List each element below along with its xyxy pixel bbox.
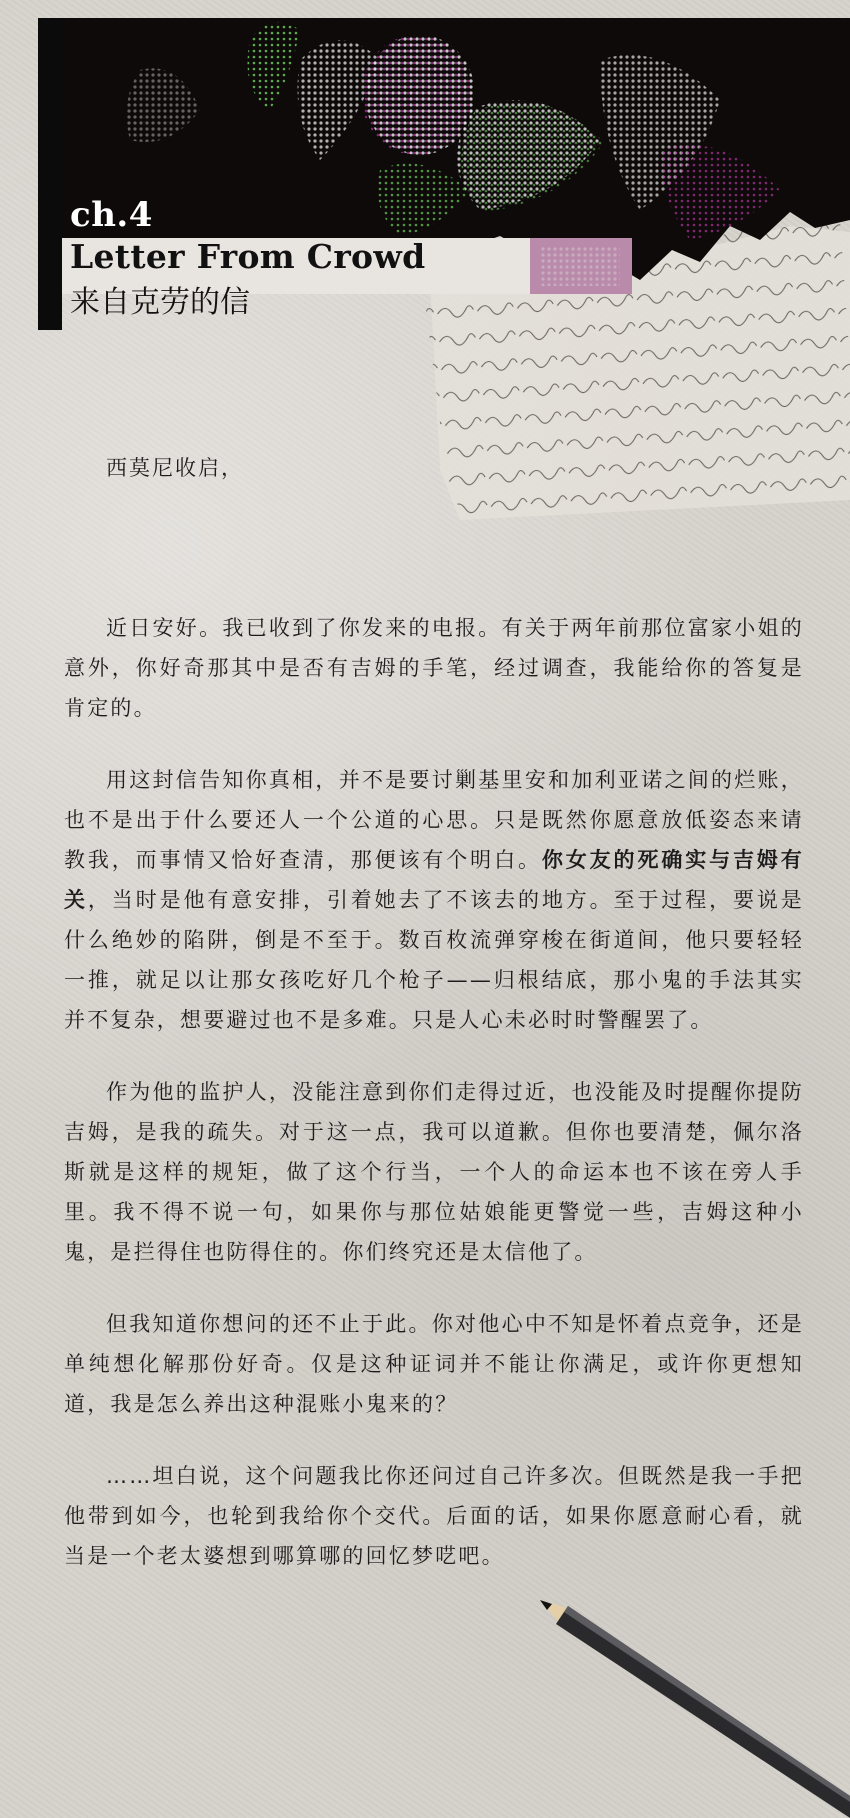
letter-paragraph-4: 但我知道你想问的还不止于此。你对他心中不知是怀着点竞争，还是单纯想化解那份好奇。仅是这种证词并不能让你满足，或许你更想知道，我是怎么养出这种混账小鬼来的？ — [64, 1312, 804, 1416]
letter-paragraph-3: 作为他的监护人，没能注意到你们走得过近，也没能及时提醒你提防吉姆，是我的疏失。对于这一点，我可以道歉。但你也要清楚，佩尔洛斯就是这样的规矩，做了这个行当，一个人的命运本也不该在旁人手里。我不得不说一句，如果你与那位姑娘能更警觉一些，吉姆这种小鬼，是拦得住也防得住的。你们终究还是太信他了。 — [64, 1080, 804, 1264]
chapter-title-chinese: 来自克劳的信 — [70, 285, 250, 320]
accent-bar — [38, 18, 62, 330]
letter-paragraph-1: 近日安好。我已收到了你发来的电报。有关于两年前那位富家小姐的意外，你好奇那其中是否有吉姆的手笔，经过调查，我能给你的答复是肯定的。 — [64, 616, 804, 720]
letter-paragraph-2 — [64, 760, 804, 1040]
paragraph-2-part-a: 用这封信告知你真相，并不是要讨剿基里安和加利亚诺之间的烂账，也不是出于什么要还人一个公道的心思。只是既然你愿意放低姿态来请教我，而事情又恰好查清，那便该有个明白。 — [64, 768, 804, 872]
chapter-heading — [70, 195, 425, 325]
highlight-text: 你女友的死确实与吉姆有关 — [64, 848, 805, 912]
paragraph-2-part-b: ，当时是他有意安排，引着她去了不该去的地方。至于过程，要说是什么绝妙的陷阱，倒是不至于。数百枚流弹穿梭在街道间，他只要轻轻一推，就足以让那女孩吃好几个枪子——归根结底，那小鬼的手法其实并不复杂，想要避过也不是多难。只是人心未必时时警醒罢了。 — [64, 888, 805, 1032]
letter-paragraph-5: ……坦白说，这个问题我比你还问过自己许多次。但既然是我一手把他带到如今，也轮到我给你个交代。后面的话，如果你愿意耐心看，就当是一个老太婆想到哪算哪的回忆梦呓吧。 — [64, 1464, 804, 1568]
chapter-title-english: Letter From Crowd — [70, 237, 426, 276]
letter-salutation: 西莫尼收启， — [106, 456, 244, 480]
letter-body — [64, 448, 804, 1608]
chapter-number: ch.4 — [70, 195, 153, 235]
pencil-icon — [540, 1600, 850, 1818]
